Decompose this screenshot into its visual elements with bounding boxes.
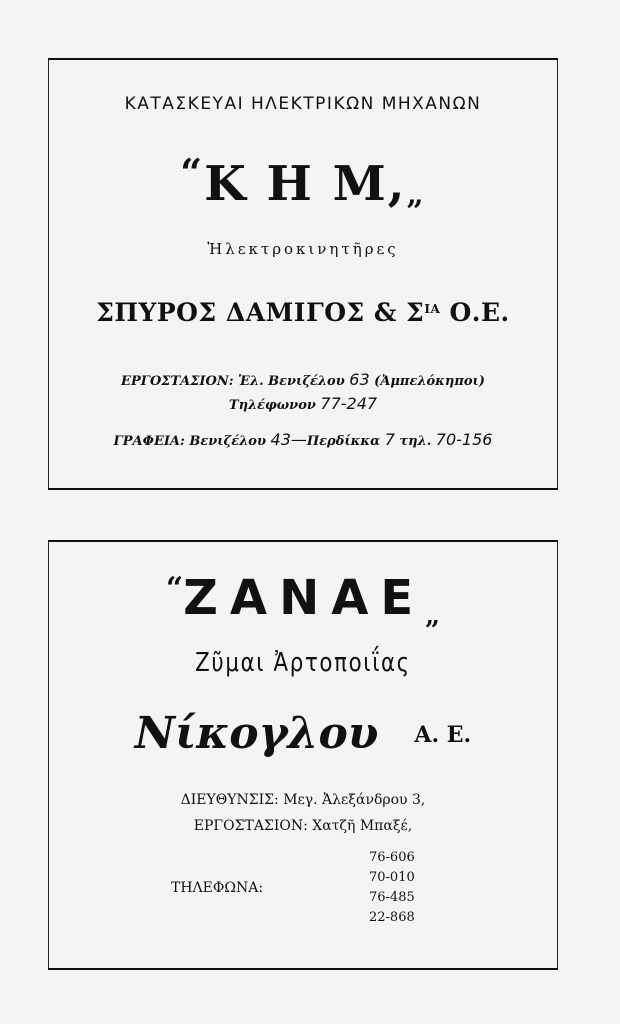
factory-number: 63 [349, 370, 370, 389]
office-label: ΓΡΑΦΕΙΑ: [113, 434, 185, 449]
ad-bottom-rule [48, 488, 558, 490]
brand-name [49, 150, 557, 212]
phone-label: Τηλέφωνον [228, 398, 316, 413]
company-name [49, 298, 557, 327]
company-name [49, 708, 557, 759]
office-tel-number: 70-156 [435, 430, 493, 449]
phone-number: 76-485 [369, 890, 415, 905]
quote-close: „ [425, 601, 441, 631]
ad-khm [48, 58, 558, 490]
brand-name [49, 570, 557, 631]
phone-list [369, 848, 415, 928]
phone-number: 70-010 [369, 870, 415, 885]
factory-address: ΕΡΓΟΣΤΑΣΙΟΝ: Χατζῆ Μπαξέ, [193, 818, 413, 834]
ad-top-rule [48, 58, 558, 60]
office-street: Βενιζέλου [189, 434, 266, 449]
ad-header: ΚΑΤΑΣΚΕΥΑΙ ΗΛΕΚΤΡΙΚΩΝ ΜΗΧΑΝΩΝ [124, 94, 482, 114]
factory-address [49, 370, 557, 389]
product-subtitle: Ἠλεκτροκινητῆρες [207, 240, 399, 258]
product-subtitle: Ζῦμαι Ἀρτοποιΐας [195, 648, 411, 678]
company-end: Ο.Ε. [440, 298, 510, 327]
factory-district: (Ἀμπελόκηποι) [374, 374, 485, 389]
phones-label: ΤΗΛΕΦΩΝΑ: [171, 880, 264, 896]
office-address [49, 430, 557, 449]
brand-text: ΖΑΝΑΕ [183, 570, 426, 626]
factory-street: Ἐλ. Βενιζέλου [238, 374, 345, 389]
office-number-2: 7 [384, 430, 395, 449]
ad-top-rule [48, 540, 558, 542]
company-sup: ΙΑ [424, 302, 441, 316]
office-number: 43— [270, 430, 307, 449]
hq-address: ΔΙΕΥΘΥΝΣΙΣ: Μεγ. Ἀλεξάνδρου 3, [180, 792, 426, 808]
brand-text: Κ Η Μ, [204, 156, 407, 212]
ad-zanae [48, 540, 558, 970]
factory-phone [49, 394, 557, 413]
office-tel-label: τηλ. [399, 434, 432, 449]
phone-number: 76-606 [369, 850, 415, 865]
factory-label: ΕΡΓΟΣΤΑΣΙΟΝ: [121, 374, 234, 389]
ad-bottom-rule [48, 968, 558, 970]
company-text: Νίκογλου [134, 708, 379, 759]
company-suffix: Α. Ε. [414, 722, 472, 748]
company-text: ΣΠΥΡΟΣ ΔΑΜΙΓΟΣ & Σ [96, 298, 425, 327]
quote-open: “ [165, 571, 184, 606]
office-street-2: Περδίκκα [306, 434, 381, 449]
quote-open: “ [180, 150, 205, 195]
phone-number: 77-247 [320, 394, 378, 413]
quote-close: „ [406, 177, 426, 212]
phone-number: 22-868 [369, 910, 415, 925]
